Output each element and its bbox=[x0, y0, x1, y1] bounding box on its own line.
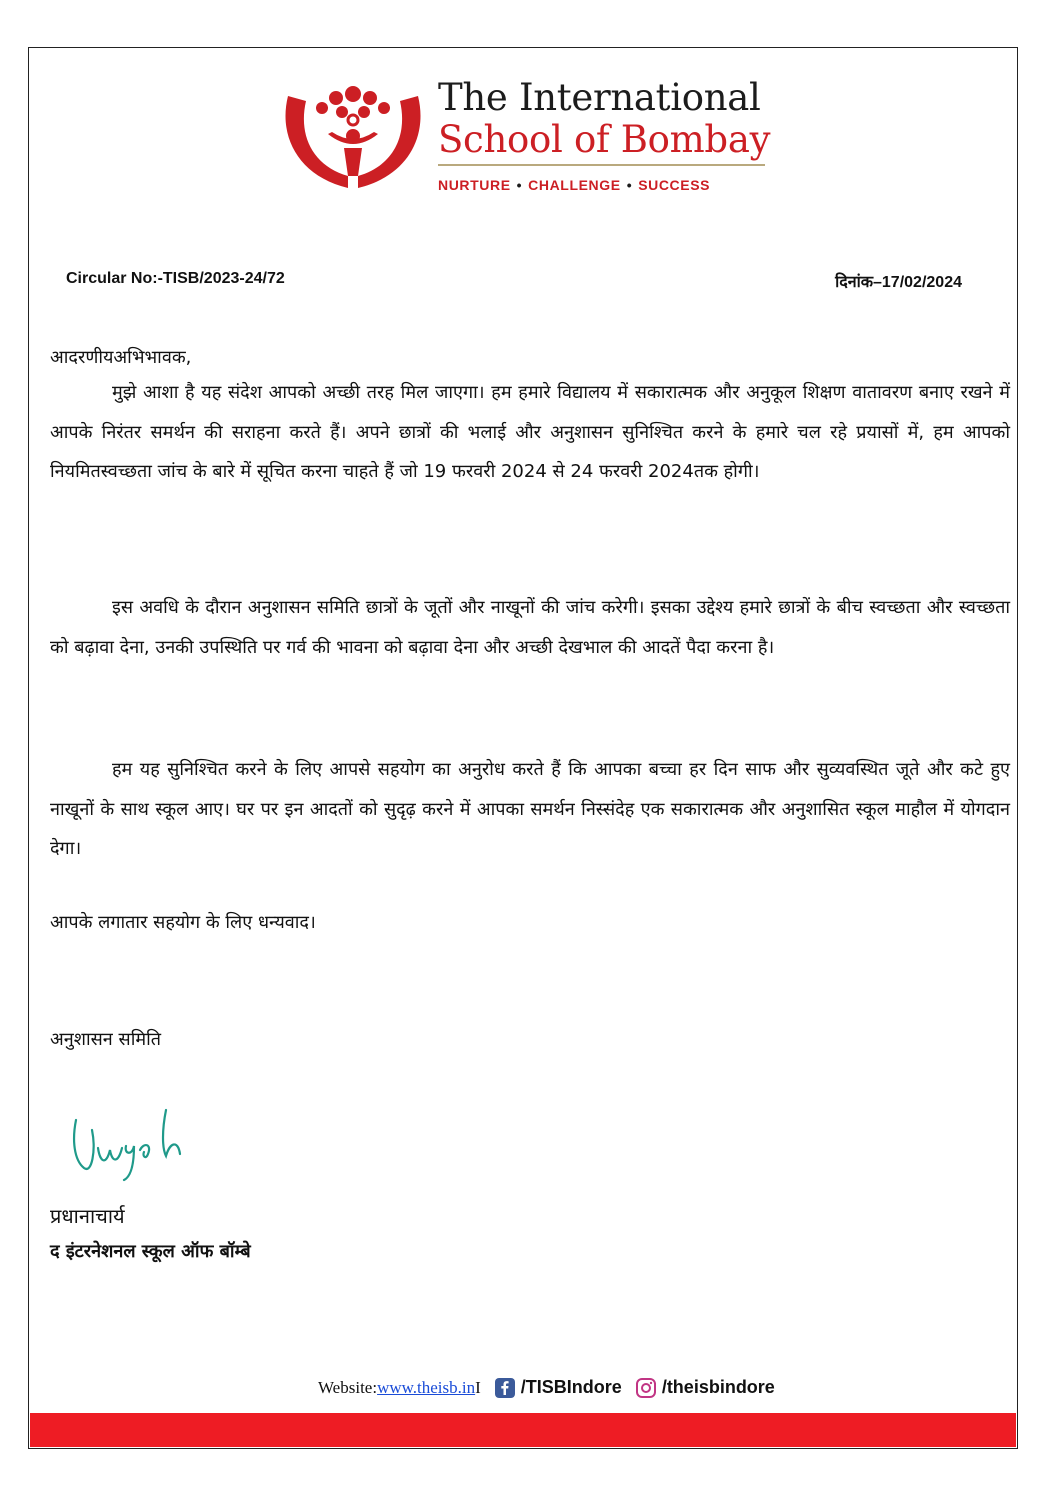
brand-title: The International bbox=[438, 76, 761, 119]
tagline-word: CHALLENGE bbox=[528, 177, 621, 193]
paragraph-2 bbox=[50, 588, 1010, 667]
brand-subtitle: School of Bombay bbox=[438, 118, 771, 161]
tagline-word: NURTURE bbox=[438, 177, 511, 193]
signature-image bbox=[62, 1090, 202, 1185]
paragraph-3-text: हम यह सुनिश्चित करने के लिए आपसे सहयोग का अनुरोध करते हैं कि आपका बच्चा हर दिन साफ और सुव्यवस्थित जूते और कटे हुए नाखूनों के साथ स्कूल आए। घर पर इन आदतों को सुदृढ़ करने में आपका समर्थन निस्संदेह एक सकारात्मक और अनुशासित स्कूल माहौल में योगदान देगा। bbox=[50, 759, 1010, 859]
footer-contact bbox=[318, 1377, 789, 1398]
facebook-icon bbox=[495, 1378, 515, 1398]
footer-separator: I bbox=[475, 1377, 481, 1397]
letter-date: दिनांक–17/02/2024 bbox=[835, 274, 962, 291]
facebook-link[interactable] bbox=[495, 1377, 622, 1398]
instagram-icon bbox=[636, 1378, 656, 1398]
paragraph-2-text: इस अवधि के दौरान अनुशासन समिति छात्रों के जूतों और नाखूनों की जांच करेगी। इसका उद्देश्य हमारे छात्रों के बीच स्वच्छता और स्वच्छता को बढ़ावा देना, उनकी उपस्थिति पर गर्व की भावना को बढ़ावा देना और अच्छी देखभाल की आदतें पैदा करना है। bbox=[50, 597, 1010, 658]
facebook-handle: /TISBIndore bbox=[520, 1377, 622, 1397]
tagline-word: SUCCESS bbox=[638, 177, 711, 193]
circular-number: Circular No:-TISB/2023-24/72 bbox=[66, 270, 285, 287]
closing-line: आपके लगातार सहयोग के लिए धन्यवाद। bbox=[50, 912, 316, 933]
paragraph-1-text: मुझे आशा है यह संदेश आपको अच्छी तरह मिल जाएगा। हम हमारे विद्यालय में सकारात्मक और अनुकूल शिक्षण वातावरण बनाए रखने में आपके निरंतर समर्थन की सराहना करते हैं। अपने छात्रों की भलाई और अनुशासन सुनिश्चित करने के हमारे चल रहे प्रयासों में, हम आपको नियमितस्वच्छता जांच के बारे में सूचित करना चाहते हैं जो 19 फरवरी 2024 से 24 फरवरी 2024तक होगी। bbox=[50, 382, 1010, 482]
paragraph-3 bbox=[50, 750, 1010, 869]
tagline-dot: • bbox=[626, 177, 633, 193]
brand-tagline bbox=[438, 177, 768, 193]
website-link[interactable]: www.theisb.in bbox=[377, 1377, 476, 1397]
instagram-handle: /theisbindore bbox=[661, 1377, 775, 1397]
tagline-dot: • bbox=[516, 177, 523, 193]
salutation: आदरणीयअभिभावक, bbox=[50, 347, 192, 368]
committee-name: अनुशासन समिति bbox=[50, 1029, 162, 1050]
footer-red-bar bbox=[30, 1413, 1016, 1447]
school-logo-icon bbox=[278, 76, 428, 196]
signatory-school: द इंटरनेशनल स्कूल ऑफ बॉम्बे bbox=[50, 1241, 251, 1262]
brand-divider bbox=[438, 164, 765, 166]
website-label: Website: bbox=[318, 1377, 378, 1397]
paragraph-1 bbox=[50, 373, 1010, 492]
instagram-link[interactable] bbox=[636, 1377, 775, 1398]
signatory-title: प्रधानाचार्य bbox=[50, 1204, 125, 1228]
